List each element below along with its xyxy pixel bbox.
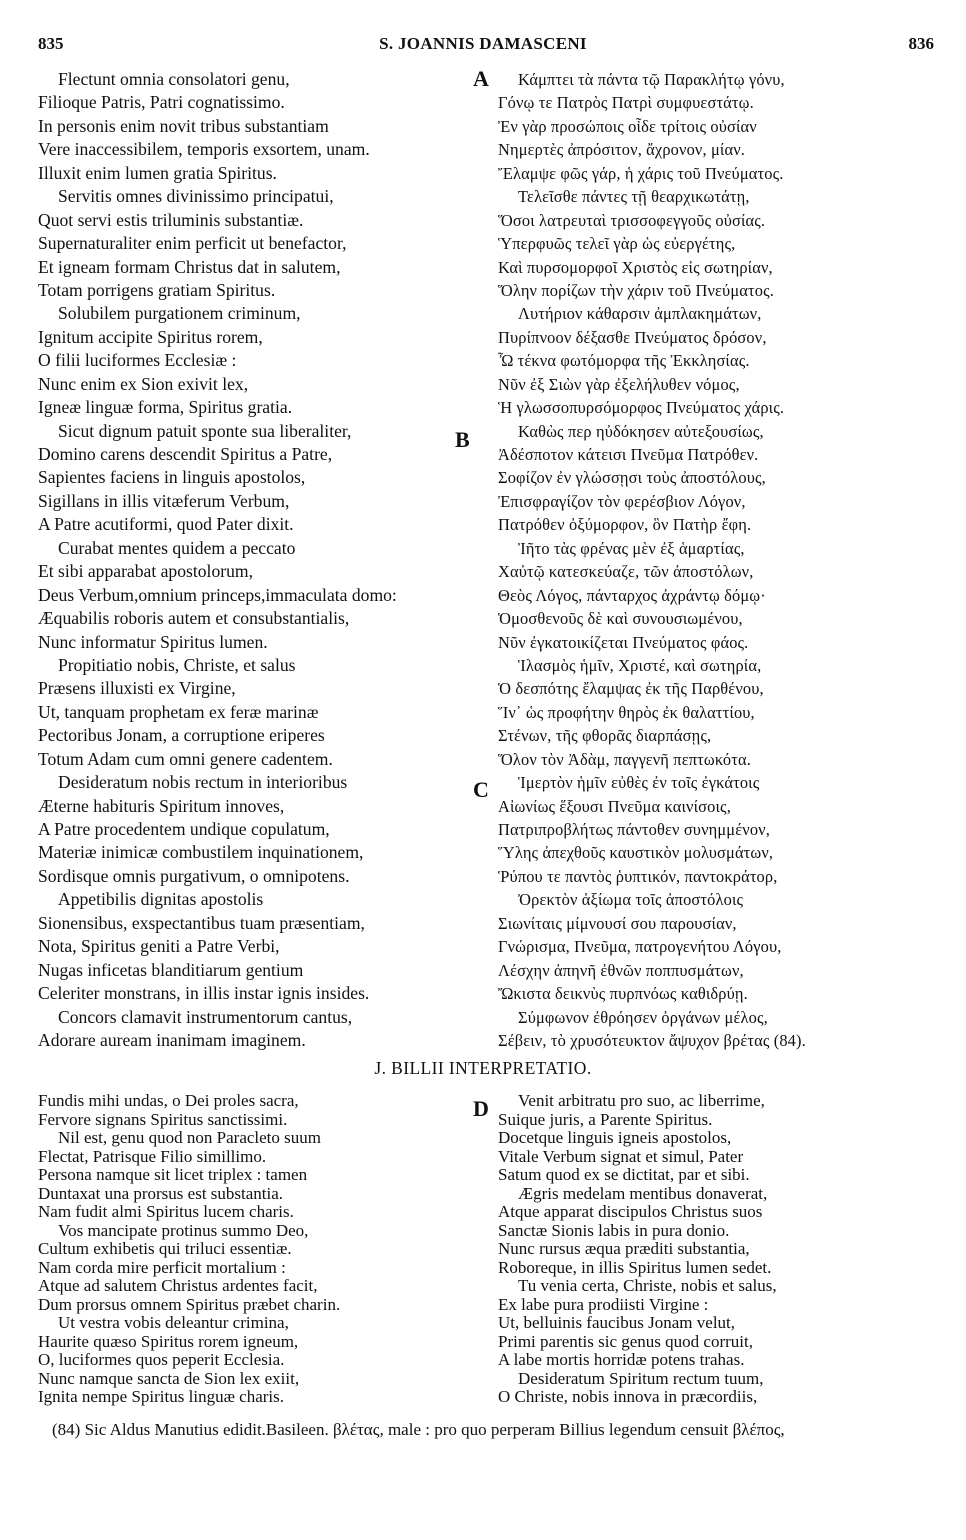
latin-line: Totum Adam cum omni genere cadentem. (38, 748, 333, 769)
greek-line: Ἔλαμψε φῶς γάρ, ἡ χάρις τοῦ Πνεύματος. (498, 163, 784, 183)
greek-line: Πυρίπνοον δέξασθε Πνεύματος δρόσον, (498, 327, 767, 347)
greek-line: Θεὸς Λόγος, πάνταρχος ἀχράντῳ δόμῳ· (498, 585, 766, 605)
billius-line: Haurite quæso Spiritus rorem igneum, (38, 1331, 299, 1351)
greek-line: Νῦν ἐξ Σιὼν γὰρ ἐξελήλυθεν νόμος, (498, 374, 740, 394)
greek-text-column (498, 68, 938, 1052)
greek-line: Αἰωνίως ἕξουσι Πνεῦμα καινίσοις, (498, 796, 731, 816)
margin-marker-d: D (473, 1096, 489, 1121)
greek-line: Κάμπτει τὰ πάντα τῷ Παρακλήτῳ γόνυ, (518, 70, 785, 89)
greek-line: Ὁ δεσπότης ἔλαμψας ἐκ τῆς Παρθένου, (498, 679, 764, 699)
billius-line: Vos mancipate protinus summo Deo, (58, 1220, 309, 1240)
latin-line: Domino carens descendit Spiritus a Patre, (38, 444, 333, 464)
latin-line: Et sibi apparabat apostolorum, (38, 561, 253, 582)
latin-line: Nunc enim ex Sion exivit lex, (38, 373, 249, 394)
latin-line: Illuxit enim lumen gratia Spiritus. (38, 162, 277, 183)
greek-line: Ἀδέσποτον κάτεισι Πνεῦμα Πατρόθεν. (498, 445, 759, 464)
billius-line: Primi parentis sic genus quod corruit, (498, 1331, 753, 1351)
billius-line: Venit arbitratu pro suo, ac liberrime, (518, 1091, 765, 1110)
greek-line: Ὕλης ἀπεχθοῦς καυστικὸν μολυσμάτων, (498, 843, 774, 863)
margin-marker-a: A (473, 66, 489, 91)
latin-line: Nunc informatur Spiritus lumen. (38, 631, 268, 652)
greek-line: Πατριπροβλήτως πάντοθεν συνημμένον, (498, 820, 770, 839)
latin-line: Quot servi estis triluminis substantiæ. (38, 209, 304, 230)
billius-verse-right (498, 1092, 938, 1407)
greek-line: Λυτήριον κάθαρσιν ἀμπλακημάτων, (518, 304, 762, 324)
latin-line: Igneæ linguæ forma, Spiritus gratia. (38, 397, 293, 418)
billius-line: Docetque linguis igneis apostolos, (498, 1128, 732, 1147)
greek-line: Ἐπισφραγίζον τὸν φερέσβιον Λόγον, (498, 491, 746, 511)
latin-line: Vere inaccessibilem, temporis exsortem, unam. (38, 139, 370, 160)
greek-line: Νῦν ἐγκατοικίζεται Πνεύματος φάος. (498, 632, 749, 652)
latin-line: Materiæ inimicæ combustilem inquinationem, (38, 842, 364, 863)
greek-line: Ὑπερφυῶς τελεῖ γὰρ ὡς εὐεργέτης, (498, 234, 736, 254)
latin-line: Ut, tanquam prophetam ex feræ marinæ (38, 701, 319, 722)
greek-line: Γνώρισμα, Πνεῦμα, πατρογενήτου Λόγου, (498, 937, 782, 957)
latin-line: Filioque Patris, Patri cognatissimo. (38, 92, 285, 113)
billius-line: Suique juris, a Parente Spiritus. (498, 1109, 713, 1129)
greek-line: Ὅσοι λατρευταὶ τρισσοφεγγοῦς οὐσίας. (498, 210, 766, 230)
billius-line: Fervore signans Spiritus sanctissimi. (38, 1109, 288, 1129)
margin-marker-b: B (455, 427, 470, 452)
billius-line: Nunc namque sancta de Sion lex exiit, (38, 1368, 300, 1388)
billius-line: Nam fudit almi Spiritus lucem charis. (38, 1202, 294, 1221)
billius-line: Ignita nempe Spiritus linguæ charis. (38, 1387, 284, 1406)
greek-line: Ἵν᾽ ὡς προφήτην θηρὸς ἐκ θαλαττίου, (498, 702, 755, 722)
billius-line: Ex labe pura prodiisti Virgine : (498, 1294, 709, 1314)
greek-line: Γόνῳ τε Πατρὸς Πατρὶ συμφυεστάτῳ. (498, 93, 754, 113)
greek-line: Ἰῆτο τὰς φρένας μὲν ἐξ ἁμαρτίας, (518, 538, 745, 558)
billius-line: Ægris medelam mentibus donaverat, (518, 1183, 768, 1203)
latin-line: Æterne habituris Spiritum innoves, (38, 795, 285, 816)
latin-line: A Patre procedentem undique copulatum, (38, 819, 330, 839)
billius-line: Cultum exhibetis qui triluci essentiæ. (38, 1239, 292, 1258)
greek-line: Ἱμερτὸν ἡμῖν εὐθὲς ἐν τοῖς ἐγκάτοις (518, 773, 760, 793)
billius-line: Fundis mihi undas, o Dei proles sacra, (38, 1091, 299, 1110)
latin-line: In personis enim novit tribus substantiam (38, 115, 329, 136)
greek-line: Ὦ τέκνα φωτόμορφα τῆς Ἐκκλησίας. (498, 351, 750, 371)
interpretatio-heading: J. BILLII INTERPRETATIO. (374, 1058, 592, 1078)
footnote-84: (84) Sic Aldus Manutius edidit.Basileen. βλέτας, male : pro quo perperam Billius legendum censuit βλέπος, (52, 1420, 785, 1439)
greek-line: Σύμφωνον ἐθρόησεν ὀργάνων μέλος, (518, 1007, 768, 1027)
latin-line: Sicut dignum patuit sponte sua liberaliter, (58, 420, 352, 441)
latin-line: Nugas inficetas blanditiarum gentium (38, 959, 304, 980)
latin-line: Præsens illuxisti ex Virgine, (38, 678, 236, 699)
latin-line: Totam porrigens gratiam Spiritus. (38, 279, 276, 300)
billius-line: Atque apparat discipulos Christus suos (498, 1202, 763, 1221)
greek-line: Ἐν γὰρ προσώποις οἶδε τρίτοις οὐσίαν (498, 116, 757, 136)
billius-line: Tu venia certa, Christe, nobis et salus, (518, 1276, 777, 1295)
page-number-right: 836 (908, 34, 934, 53)
latin-translation-column (38, 68, 478, 1052)
greek-line: Ὤκιστα δεικνὺς πυρπνόως καθιδρύῃ. (498, 984, 748, 1004)
billius-line: Persona namque sit licet triplex : tamen (38, 1165, 308, 1184)
billius-line: Sanctæ Sionis labis in pura donio. (498, 1220, 730, 1240)
greek-line: Σοφίζον ἐν γλώσσῃσι τοὺς ἀποστόλους, (498, 468, 766, 488)
billius-line: O, luciformes quos peperit Ecclesia. (38, 1350, 285, 1369)
latin-line: Ignitum accipite Spiritus rorem, (38, 326, 263, 347)
latin-line: Adorare auream inanimam imaginem. (38, 1029, 306, 1050)
latin-line: Et igneam formam Christus dat in salutem, (38, 256, 341, 277)
latin-line: Celeriter monstrans, in illis instar ignis insides. (38, 983, 370, 1004)
billius-line: Flectat, Patrisque Filio simillimo. (38, 1146, 267, 1166)
greek-line: Ὀρεκτὸν ἀξίωμα τοῖς ἀποστόλοις (518, 890, 744, 910)
latin-line: Æquabilis roboris autem et consubstantialis, (38, 608, 350, 629)
greek-line: Ὅλην πορίζων τὴν χάριν τοῦ Πνεύματος. (498, 280, 774, 300)
billius-verse-left (38, 1092, 468, 1407)
greek-line: Καθὼς περ ηὐδόκησεν αὐτεξουσίως, (518, 421, 764, 441)
greek-line: Στένων, τῆς φθορᾶς διαρπάσῃς, (498, 726, 712, 746)
latin-line: Sordisque omnis purgativum, o omnipotens. (38, 865, 350, 886)
latin-line: A Patre acutiformi, quod Pater dixit. (38, 514, 294, 535)
latin-line: Sigillans in illis vitæferum Verbum, (38, 490, 290, 511)
billius-line: Roboreque, in illis Spiritus lumen sedet. (498, 1257, 772, 1277)
billius-line: Desideratum Spiritum rectum tuum, (518, 1368, 764, 1388)
greek-line: Ὁμοσθενοῦς δὲ καὶ συνουσιωμένου, (498, 609, 743, 629)
greek-line: Ὅλον τὸν Ἀδὰμ, παγγενῆ πεπτωκότα. (498, 749, 751, 769)
latin-line: Supernaturaliter enim perficit ut benefactor, (38, 233, 347, 254)
greek-line: Λέσχην ἀπηνῆ ἐθνῶν ποππυσμάτων, (498, 960, 744, 980)
latin-line: Desideratum nobis rectum in interioribus (58, 772, 348, 793)
page-header (0, 34, 966, 58)
latin-line: Nota, Spiritus geniti a Patre Verbi, (38, 936, 280, 957)
greek-line: Πατρόθεν ὀξύμορφον, ὃν Πατὴρ ἔφη. (498, 515, 752, 535)
latin-line: Servitis omnes divinissimo principatui, (58, 186, 334, 207)
billius-line: O Christe, nobis innova in præcordiis, (498, 1387, 758, 1406)
greek-line: Σέβειν, τὸ χρυσότευκτον ἄψυχον βρέτας (84). (498, 1030, 806, 1050)
latin-line: Pectoribus Jonam, a corruptione eriperes (38, 725, 325, 746)
latin-line: Flectunt omnia consolatori genu, (58, 69, 290, 89)
latin-line: Sapientes faciens in linguis apostolos, (38, 467, 306, 488)
billius-line: Dum prorsus omnem Spiritus præbet charin. (38, 1294, 341, 1314)
greek-line: Σιωνίταις μίμνουσί σου παρουσίαν, (498, 913, 737, 933)
latin-line: Solubilem purgationem criminum, (58, 303, 301, 324)
billius-line: Nunc rursus æqua præditi substantia, (498, 1239, 750, 1258)
latin-line: Propitiatio nobis, Christe, et salus (58, 654, 296, 675)
latin-line: O filii luciformes Ecclesiæ : (38, 350, 237, 371)
greek-line: Ἡ γλωσσοπυρσόμορφος Πνεύματος χάρις. (498, 398, 785, 418)
page-number-left: 835 (38, 34, 64, 53)
latin-line: Appetibilis dignitas apostolis (58, 889, 264, 910)
latin-line: Curabat mentes quidem a peccato (58, 537, 296, 558)
greek-line: Ῥύπου τε παντὸς ῥυπτικόν, παντοκράτορ, (498, 866, 778, 886)
latin-line: Deus Verbum,omnium princeps,immaculata domo: (38, 584, 397, 605)
billius-line: A labe mortis horridæ potens trahas. (498, 1350, 745, 1369)
billius-line: Ut, belluinis faucibus Jonam velut, (498, 1313, 736, 1332)
latin-line: Concors clamavit instrumentorum cantus, (58, 1006, 353, 1027)
billius-line: Vitale Verbum signat et simul, Pater (498, 1146, 744, 1166)
billius-line: Nam corda mire perficit mortalium : (38, 1257, 286, 1277)
greek-line: Νημερτὲς ἀπρόσιτον, ἄχρονον, μίαν. (498, 140, 746, 160)
latin-line: Sionensibus, exspectantibus tuam præsentiam, (38, 912, 365, 933)
greek-line: Ἱλασμὸς ἡμῖν, Χριστέ, καὶ σωτηρία, (518, 655, 762, 675)
margin-marker-c: C (473, 777, 489, 802)
greek-line: Τελεῖσθε πάντες τῇ θεαρχικωτάτῃ, (518, 187, 750, 207)
billius-line: Duntaxat una prorsus est substantia. (38, 1183, 284, 1203)
billius-line: Ut vestra vobis deleantur crimina, (58, 1313, 289, 1332)
billius-line: Satum quod ex se dictitat, par et sibi. (498, 1165, 750, 1184)
billius-line: Atque ad salutem Christus ardentes facit, (38, 1276, 318, 1295)
greek-line: Καὶ πυρσομορφοῖ Χριστὸς εἰς σωτηρίαν, (498, 257, 773, 277)
greek-line: Χαὐτῷ κατεσκεύαζε, τῶν ἀποστόλων, (498, 562, 754, 582)
running-title: S. JOANNIS DAMASCENI (379, 34, 587, 53)
billius-line: Nil est, genu quod non Paracleto suum (58, 1128, 321, 1147)
